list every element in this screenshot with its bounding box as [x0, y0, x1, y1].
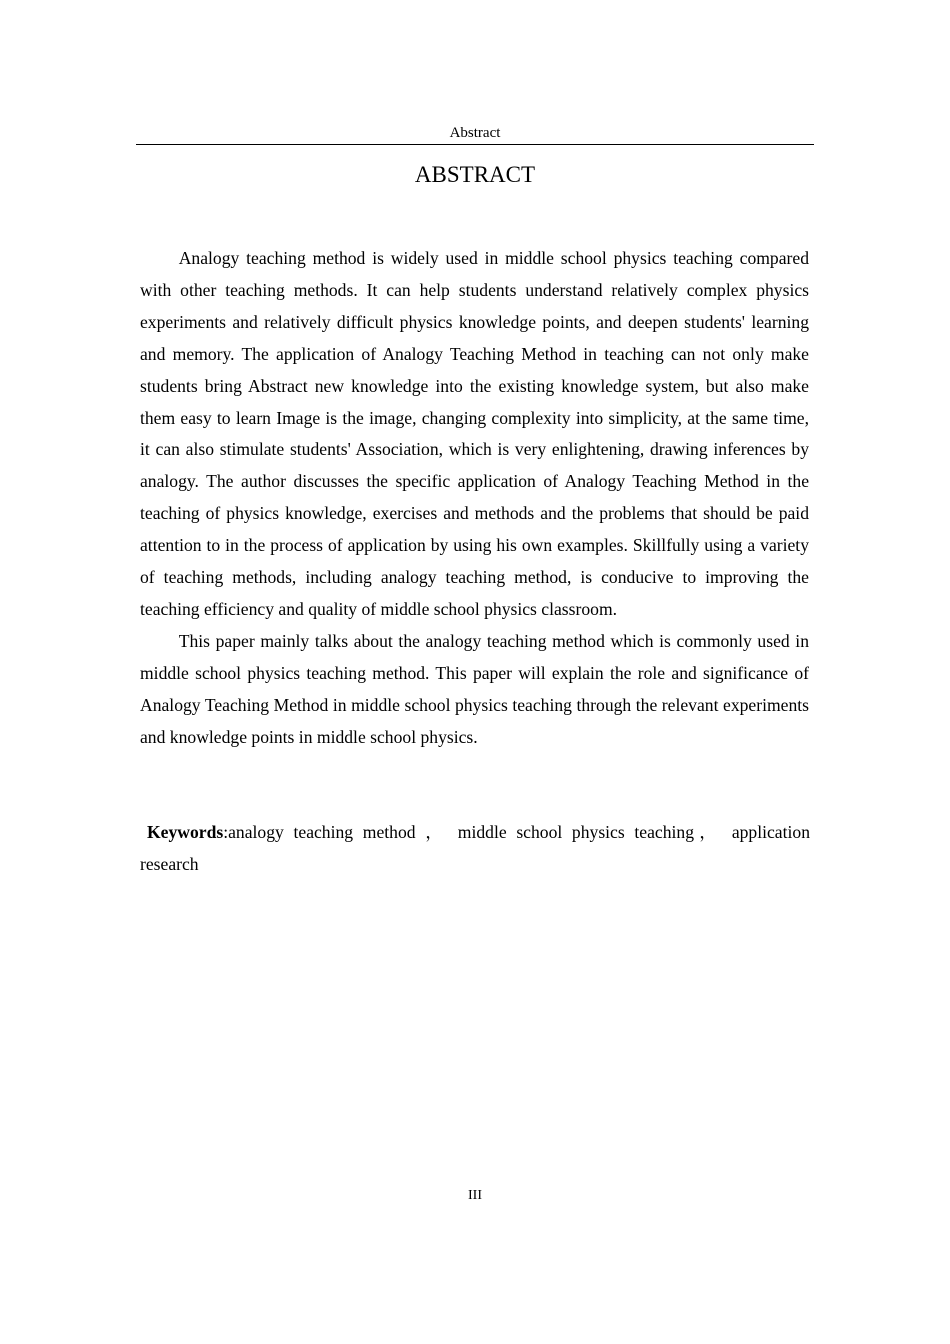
abstract-body	[140, 243, 809, 754]
abstract-paragraph-2: This paper mainly talks about the analogy teaching method which is commonly used in middle school physics teaching method. This paper will explain the role and significance of Analogy Teaching Method in middle school physics teaching through the relevant experiments and knowledge points in middle school physics.	[140, 630, 809, 747]
keywords	[140, 817, 810, 881]
abstract-paragraph-1: Analogy teaching method is widely used in middle school physics teaching compared with other teaching methods. It can help students understand relatively complex physics experiments and relatively difficult physics knowledge points, and deepen students' learning and memory. The application of Analogy Teaching Method in teaching can not only make students bring Abstract new knowledge into the existing knowledge system, but also make them easy to learn Image is the image, changing complexity into simplicity, at the same time, it can also stimulate students' Association, which is very enlightening, drawing inferences by analogy. The author discusses the specific application of Analogy Teaching Method in the teaching of physics knowledge, exercises and methods and the problems that should be paid attention to in the process of application by using his own examples. Skillfully using a variety of teaching methods, including analogy teaching method, is conducive to improving the teaching efficiency and quality of middle school physics classroom.	[140, 248, 809, 619]
page-title: ABSTRACT	[414, 162, 536, 187]
header-rule	[136, 144, 814, 145]
page-number: III	[468, 1188, 482, 1203]
running-header: Abstract	[449, 125, 501, 141]
keywords-text: :analogy teaching method ， middle school physics teaching， application research	[140, 822, 810, 874]
keywords-label: Keywords	[147, 822, 224, 842]
